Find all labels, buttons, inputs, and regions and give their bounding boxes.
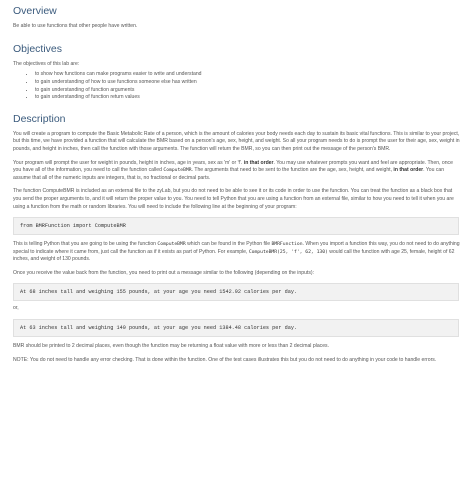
description-paragraph-1: You will create a program to compute the Basic Metabolic Rate of a person, which is the amount of calories your body needs each day to sustain its basic vital functions. This is similar to your project, but this time, we have provided a function that will calculate the BMR based on a person's age, sex, height, and weight. So all your program needs to do is prompt the user for their age, sex, weight in pounds, and height in inches, then call the function with those arguments. The function will return the BMR, so you can then print out the message of the person's BMR. (13, 130, 460, 152)
description-paragraph-4: This is telling Python that you are going to be using the function ComputeBMR which can be found in the Python file BMRFunction. When you import a function this way, you do not need to do anything special to indicate where it came from, just call the function as if it exists as part of Python. For example, ComputeBMR(25, 'f', 62, 130) would call the function with age 25, female, height of 62 inches, and weight of 130 pounds. (13, 241, 460, 263)
list-item: • to gain understanding of function return values (35, 94, 474, 102)
emphasis: in that order (243, 159, 274, 166)
emphasis: in that order (393, 167, 424, 174)
description-paragraph-6: BMR should be printed to 2 decimal places, even though the function may be returning a float value with more or less than 2 decimal places. (13, 343, 329, 350)
inline-code: ComputeBMR(25, 'f', 62, 130) (248, 249, 328, 255)
description-paragraph-3: The function ComputeBMR is included as an external file to the zyLab, but you do not need to be able to see it or its code in order to use the function. You can treat the function as a black box that you send the proper arguments to, and it will return the proper value to you. You need to tell Python that you are using a function from an external file, similar to how you need to tell it when you are using a function from the math or random libraries. You will need to include the following line at the beginning of your program: (13, 188, 454, 210)
objectives-list (13, 71, 474, 101)
import-code-block: from BMRFunction import ComputeBMR (13, 217, 459, 235)
inline-code: ComputeBMR (157, 242, 186, 248)
inline-code: BMRFunction (271, 242, 303, 248)
description-paragraph-7: NOTE: You do not need to handle any error checking. That is done within the function. One of the test cases illustrates this but you do not need to do anything in your code to handle errors. (13, 356, 437, 363)
description-paragraph-5: Once you receive the value back from the function, you need to print out a message similar to the following (depending on the inputs): (13, 269, 314, 276)
overview-text: Be able to use functions that other people have written. (13, 23, 138, 30)
overview-heading: Overview (13, 5, 57, 17)
inline-code: ComputeBMR (163, 168, 192, 174)
example-output-2: At 63 inches tall and weighing 140 pounds, at your age you need 1384.48 calories per day. (13, 319, 459, 337)
list-item: • to gain understanding of function arguments (35, 87, 474, 95)
or-text: or, (13, 305, 19, 312)
list-item: • to show how functions can make programs easier to write and understand (35, 71, 474, 79)
description-heading: Description (13, 112, 66, 125)
objectives-intro: The objectives of this lab are: (13, 60, 80, 67)
description-paragraph-2: Your program will prompt the user for weight in pounds, height in inches, age in years, sex as 'm' or 'f'. in that order. You may use whatever prompts you want and feel are appropriate. Then, once you have all of the information, you need to call the function called ComputeBMR. The arguments that need to be sent to the function are the age, sex, height, and weight, in that order. You can assume that all of the numeric inputs are integers, that is, no fractional or decimal parts. (13, 159, 453, 181)
list-item: • to gain understanding of how to use functions someone else has written (35, 79, 474, 87)
objectives-heading: Objectives (13, 42, 63, 55)
example-output-1: At 68 inches tall and weighing 155 pounds, at your age you need 1542.92 calories per day. (13, 283, 459, 301)
